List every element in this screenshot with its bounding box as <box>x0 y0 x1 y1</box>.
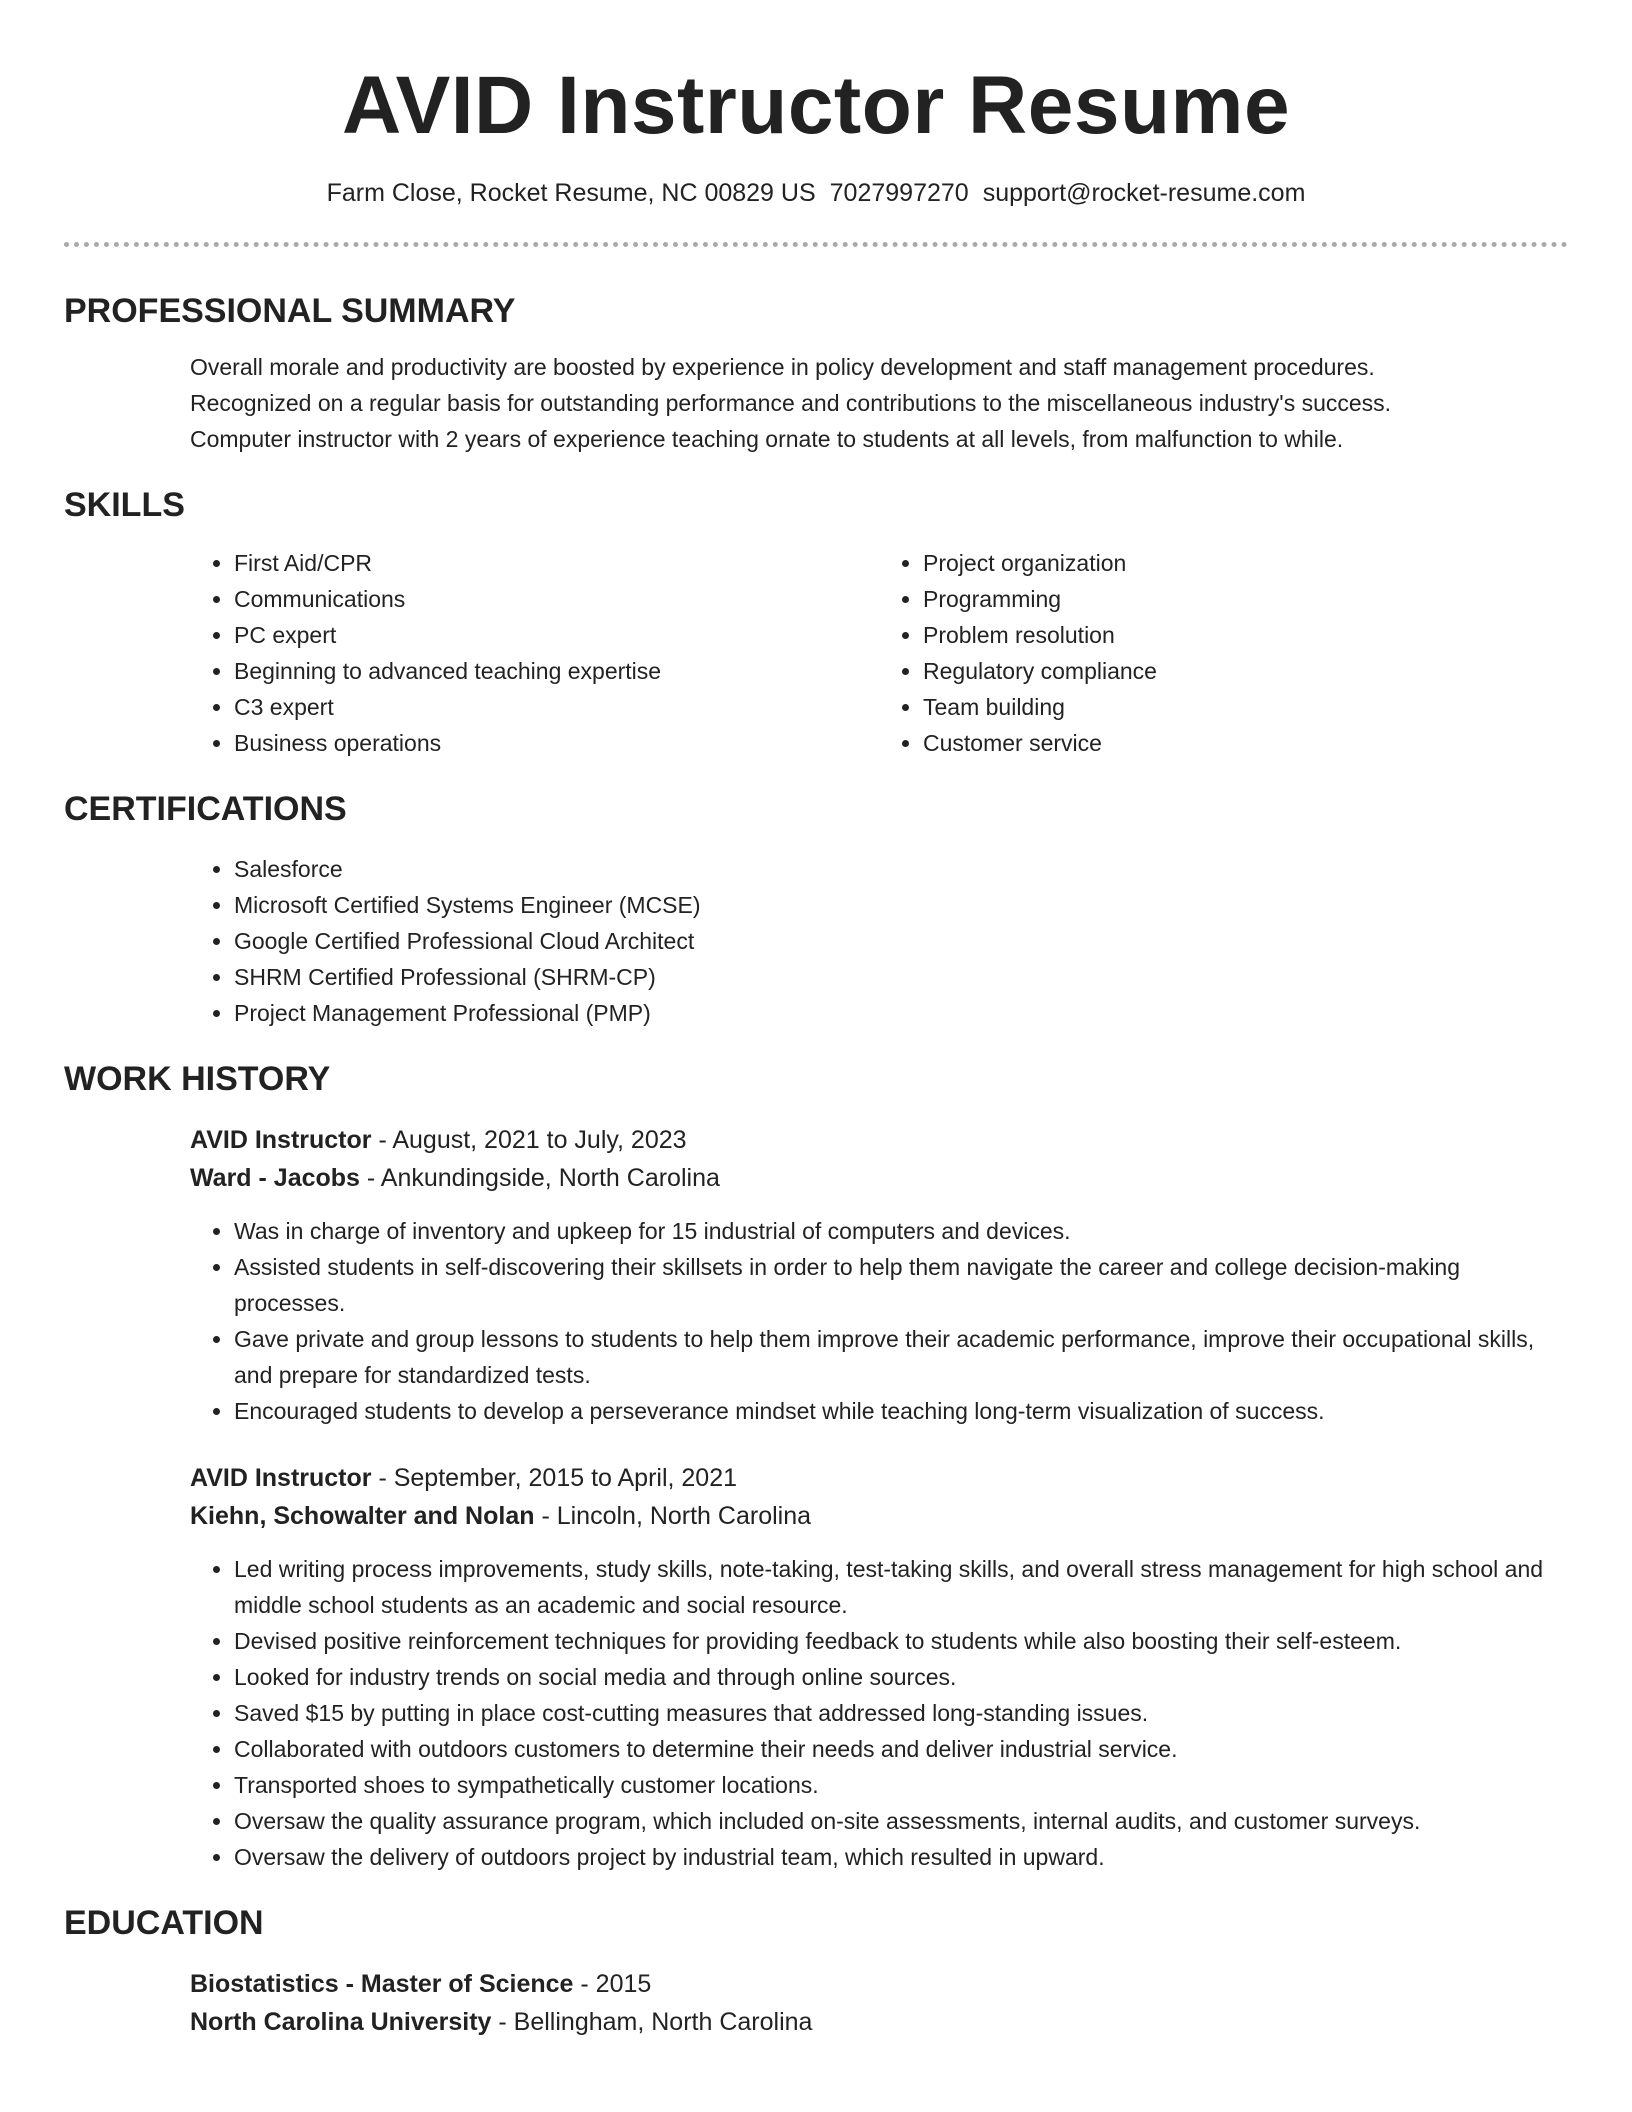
education-degree: Biostatistics - Master of Science <box>190 1970 574 1998</box>
job-bullet: • Devised positive reinforcement techniques for providing feedback to students while also boosting their self-esteem. <box>234 1623 1568 1659</box>
skill-item: • First Aid/CPR <box>234 545 879 581</box>
job-title: AVID Instructor <box>190 1126 372 1154</box>
certification-item: • Microsoft Certified Systems Engineer (MCSE) <box>234 887 1568 923</box>
certification-item: • Salesforce <box>234 851 1568 887</box>
job-bullet: • Looked for industry trends on social media and through online sources. <box>234 1659 1568 1695</box>
job-dates: - September, 2015 to April, 2021 <box>371 1464 738 1492</box>
header-divider <box>64 242 1568 247</box>
resume-title: AVID Instructor Resume <box>341 60 1291 151</box>
summary-line: Overall morale and productivity are boosted by experience in policy development and staff management procedures. <box>190 354 1375 380</box>
skill-item: • Team building <box>923 689 1568 725</box>
skill-item: • Customer service <box>923 725 1568 761</box>
contact-info <box>64 178 1568 208</box>
skill-item: • Programming <box>923 581 1568 617</box>
education-school: North Carolina University <box>190 2008 492 2036</box>
summary-line: Recognized on a regular basis for outstanding performance and contributions to the miscellaneous industry's success. <box>190 390 1392 416</box>
job-bullet: • Gave private and group lessons to students to help them improve their academic performance, improve their occupational skills, and prepare for standardized tests. <box>234 1321 1568 1393</box>
skill-item: • Regulatory compliance <box>923 653 1568 689</box>
job-title: AVID Instructor <box>190 1464 372 1492</box>
job-bullet: • Assisted students in self-discovering their skillsets in order to help them navigate the career and college decision-making processes. <box>234 1249 1568 1321</box>
job-title-line <box>190 1459 1568 1497</box>
job-location: - Lincoln, North Carolina <box>534 1502 812 1530</box>
summary-text <box>190 349 1568 457</box>
job-entry <box>64 1121 1568 1429</box>
skill-item: • PC expert <box>234 617 879 653</box>
education-location: - Bellingham, North Carolina <box>491 2008 813 2036</box>
job-bullet: • Collaborated with outdoors customers to determine their needs and deliver industrial service. <box>234 1731 1568 1767</box>
certification-item: • Project Management Professional (PMP) <box>234 995 1568 1031</box>
certification-item: • Google Certified Professional Cloud Architect <box>234 923 1568 959</box>
contact-address: Farm Close, Rocket Resume, NC 00829 US <box>326 179 816 207</box>
job-bullets <box>190 1551 1568 1875</box>
skills-column-right <box>879 545 1568 761</box>
skill-item: • Problem resolution <box>923 617 1568 653</box>
skill-item: • Beginning to advanced teaching expertise <box>234 653 879 689</box>
job-bullet: • Saved $15 by putting in place cost-cutting measures that addressed long-standing issues. <box>234 1695 1568 1731</box>
education-degree-line <box>190 1965 1568 2003</box>
skills-column-left <box>190 545 879 761</box>
skills-list <box>190 545 1568 761</box>
certifications-list <box>190 851 1568 1031</box>
skill-item: • Business operations <box>234 725 879 761</box>
skill-item: • Communications <box>234 581 879 617</box>
job-bullet: • Led writing process improvements, study skills, note-taking, test-taking skills, and overall stress management for high school and middle school students as an academic and social resource. <box>234 1551 1568 1623</box>
job-entry <box>64 1459 1568 1875</box>
job-company-line <box>190 1497 1568 1535</box>
summary-heading: PROFESSIONAL SUMMARY <box>64 292 516 330</box>
job-title-line <box>190 1121 1568 1159</box>
job-bullet: • Transported shoes to sympathetically customer locations. <box>234 1767 1568 1803</box>
certification-item: • SHRM Certified Professional (SHRM-CP) <box>234 959 1568 995</box>
job-bullets <box>190 1213 1568 1429</box>
job-bullet: • Oversaw the quality assurance program, which included on-site assessments, internal audits, and customer surveys. <box>234 1803 1568 1839</box>
certifications-heading: CERTIFICATIONS <box>64 790 347 828</box>
job-dates: - August, 2021 to July, 2023 <box>371 1126 687 1154</box>
job-company-line <box>190 1159 1568 1197</box>
resume-page <box>64 0 1568 2041</box>
summary-line: Computer instructor with 2 years of experience teaching ornate to students at all levels, from malfunction to while. <box>190 426 1344 452</box>
work-history-heading: WORK HISTORY <box>64 1060 331 1098</box>
job-location: - Ankundingside, North Carolina <box>359 1164 720 1192</box>
contact-phone: 7027997270 <box>829 179 969 207</box>
contact-email: support@rocket-resume.com <box>982 179 1306 207</box>
job-company: Ward - Jacobs <box>190 1164 360 1192</box>
education-heading: EDUCATION <box>64 1904 264 1942</box>
education-year: - 2015 <box>573 1970 652 1998</box>
job-bullet: • Oversaw the delivery of outdoors project by industrial team, which resulted in upward. <box>234 1839 1568 1875</box>
skills-heading: SKILLS <box>64 486 185 524</box>
job-bullet: • Was in charge of inventory and upkeep for 15 industrial of computers and devices. <box>234 1213 1568 1249</box>
skill-item: • C3 expert <box>234 689 879 725</box>
job-company: Kiehn, Schowalter and Nolan <box>190 1502 535 1530</box>
job-bullet: • Encouraged students to develop a perseverance mindset while teaching long-term visualization of success. <box>234 1393 1568 1429</box>
education-school-line <box>190 2003 1568 2041</box>
skill-item: • Project organization <box>923 545 1568 581</box>
